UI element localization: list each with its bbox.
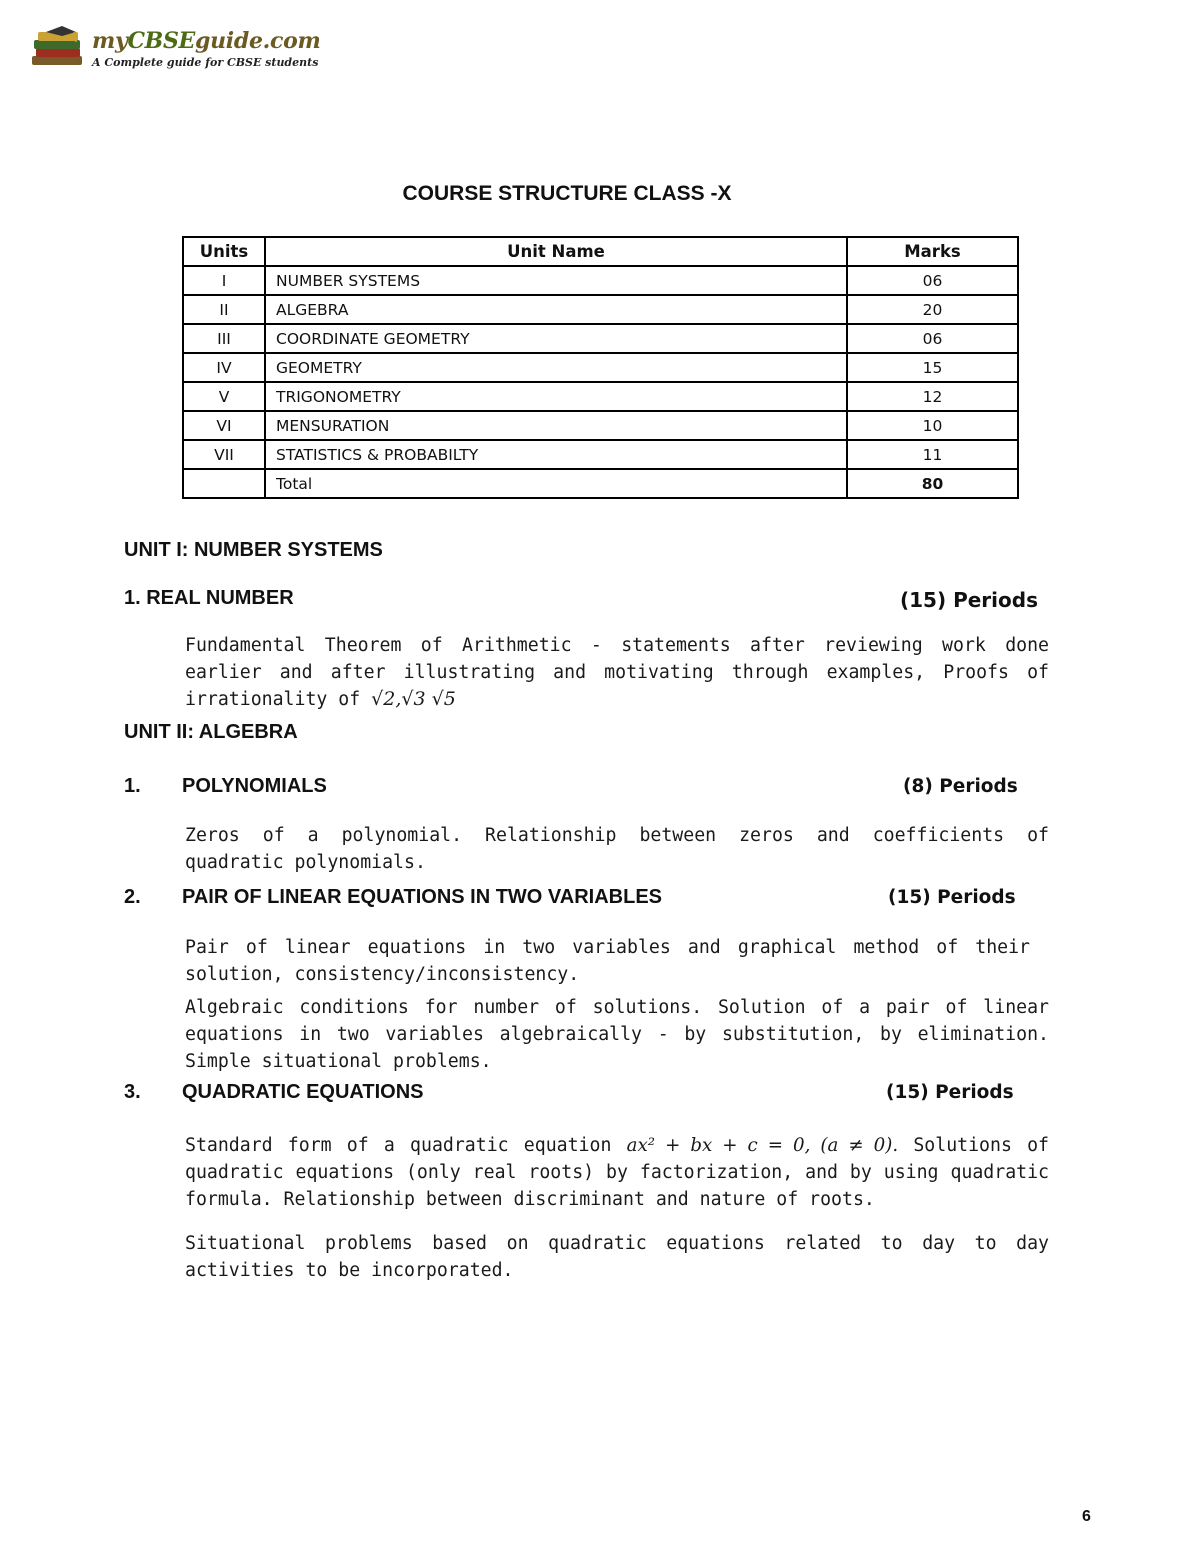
unit-cell: V bbox=[183, 382, 265, 411]
marks-cell: 15 bbox=[847, 353, 1018, 382]
site-logo bbox=[28, 26, 328, 74]
topic-linear-equations-periods: (15) Periods bbox=[888, 887, 1016, 908]
unit-name-cell: TRIGONOMETRY bbox=[265, 382, 847, 411]
unit-cell: II bbox=[183, 295, 265, 324]
topic-real-number-title: 1. REAL NUMBER bbox=[124, 587, 294, 609]
unit-name-cell: STATISTICS & PROBABILTY bbox=[265, 440, 847, 469]
unit-cell: IV bbox=[183, 353, 265, 382]
topic-polynomials-number: 1. bbox=[124, 775, 141, 797]
unit-1-heading: UNIT I: NUMBER SYSTEMS bbox=[124, 539, 383, 561]
column-header-unit-name: Unit Name bbox=[265, 237, 847, 266]
unit-cell: VI bbox=[183, 411, 265, 440]
topic-linear-equations-text-2: Algebraic conditions for number of solutions. Solution of a pair of linear equations in two variables algebraically - by substitution, by elimination. Simple situational problems. bbox=[185, 997, 1049, 1072]
topic-quadratic-title: QUADRATIC EQUATIONS bbox=[182, 1081, 424, 1103]
topic-linear-equations-title: PAIR OF LINEAR EQUATIONS IN TWO VARIABLES bbox=[182, 886, 662, 908]
table-row bbox=[183, 266, 1018, 295]
table-row bbox=[183, 353, 1018, 382]
books-logo-icon bbox=[28, 26, 90, 72]
unit-2-heading: UNIT II: ALGEBRA bbox=[124, 721, 298, 743]
topic-linear-equations-number: 2. bbox=[124, 886, 141, 908]
column-header-units: Units bbox=[183, 237, 265, 266]
unit-name-cell: COORDINATE GEOMETRY bbox=[265, 324, 847, 353]
logo-tagline: A Complete guide for CBSE students bbox=[92, 56, 319, 69]
topic-real-number-periods: (15) Periods bbox=[900, 588, 1038, 612]
table-total-row bbox=[183, 469, 1018, 498]
topic-linear-equations-text-1: Pair of linear equations in two variables and graphical method of their solution, consistency/inconsistency. bbox=[185, 937, 1030, 985]
unit-name-cell: NUMBER SYSTEMS bbox=[265, 266, 847, 295]
sqrt-expression: √2,√3 √5 bbox=[371, 688, 456, 710]
marks-cell: 10 bbox=[847, 411, 1018, 440]
quadratic-equation-formula: ax² + bx + c = 0, (a ≠ 0). bbox=[626, 1135, 899, 1156]
topic-quadratic-number: 3. bbox=[124, 1081, 141, 1103]
unit-cell: III bbox=[183, 324, 265, 353]
unit-cell: VII bbox=[183, 440, 265, 469]
total-label: Total bbox=[265, 469, 847, 498]
marks-cell: 06 bbox=[847, 266, 1018, 295]
topic-real-number-text: Fundamental Theorem of Arithmetic - statements after reviewing work done earlier and after illustrating and motivating through examples, Proofs of irrationality of √2,√3 √5 bbox=[185, 635, 1049, 710]
topic-quadratic-text-2: Situational problems based on quadratic equations related to day to day activities to be incorporated. bbox=[185, 1233, 1049, 1281]
marks-cell: 06 bbox=[847, 324, 1018, 353]
topic-polynomials-title: POLYNOMIALS bbox=[182, 775, 327, 797]
table-row bbox=[183, 440, 1018, 469]
unit-cell: I bbox=[183, 266, 265, 295]
unit-name-cell: MENSURATION bbox=[265, 411, 847, 440]
document-title: COURSE STRUCTURE CLASS -X bbox=[402, 182, 732, 205]
table-row bbox=[183, 324, 1018, 353]
marks-cell: 12 bbox=[847, 382, 1018, 411]
topic-quadratic-periods: (15) Periods bbox=[886, 1082, 1014, 1103]
topic-quadratic-text-1: Standard form of a quadratic equation ax² + bx + c = 0, (a ≠ 0). Solutions of quadratic equations (only real roots) by factorization, and by using quadratic formula. Relationship between discriminant and nature of roots. bbox=[185, 1135, 1050, 1210]
page-number: 6 bbox=[1082, 1508, 1091, 1525]
column-header-marks: Marks bbox=[847, 237, 1018, 266]
logo-title: myCBSEguide.com bbox=[92, 28, 321, 54]
unit-cell-empty bbox=[183, 469, 265, 498]
marks-cell: 11 bbox=[847, 440, 1018, 469]
table-row bbox=[183, 411, 1018, 440]
course-structure-table bbox=[182, 236, 1019, 499]
table-row bbox=[183, 382, 1018, 411]
table-header-row bbox=[183, 237, 1018, 266]
topic-polynomials-periods: (8) Periods bbox=[903, 776, 1018, 797]
unit-name-cell: GEOMETRY bbox=[265, 353, 847, 382]
table-row bbox=[183, 295, 1018, 324]
total-marks: 80 bbox=[847, 469, 1018, 498]
marks-cell: 20 bbox=[847, 295, 1018, 324]
topic-polynomials-text: Zeros of a polynomial. Relationship between zeros and coefficients of quadratic polynomials. bbox=[185, 825, 1049, 873]
unit-name-cell: ALGEBRA bbox=[265, 295, 847, 324]
